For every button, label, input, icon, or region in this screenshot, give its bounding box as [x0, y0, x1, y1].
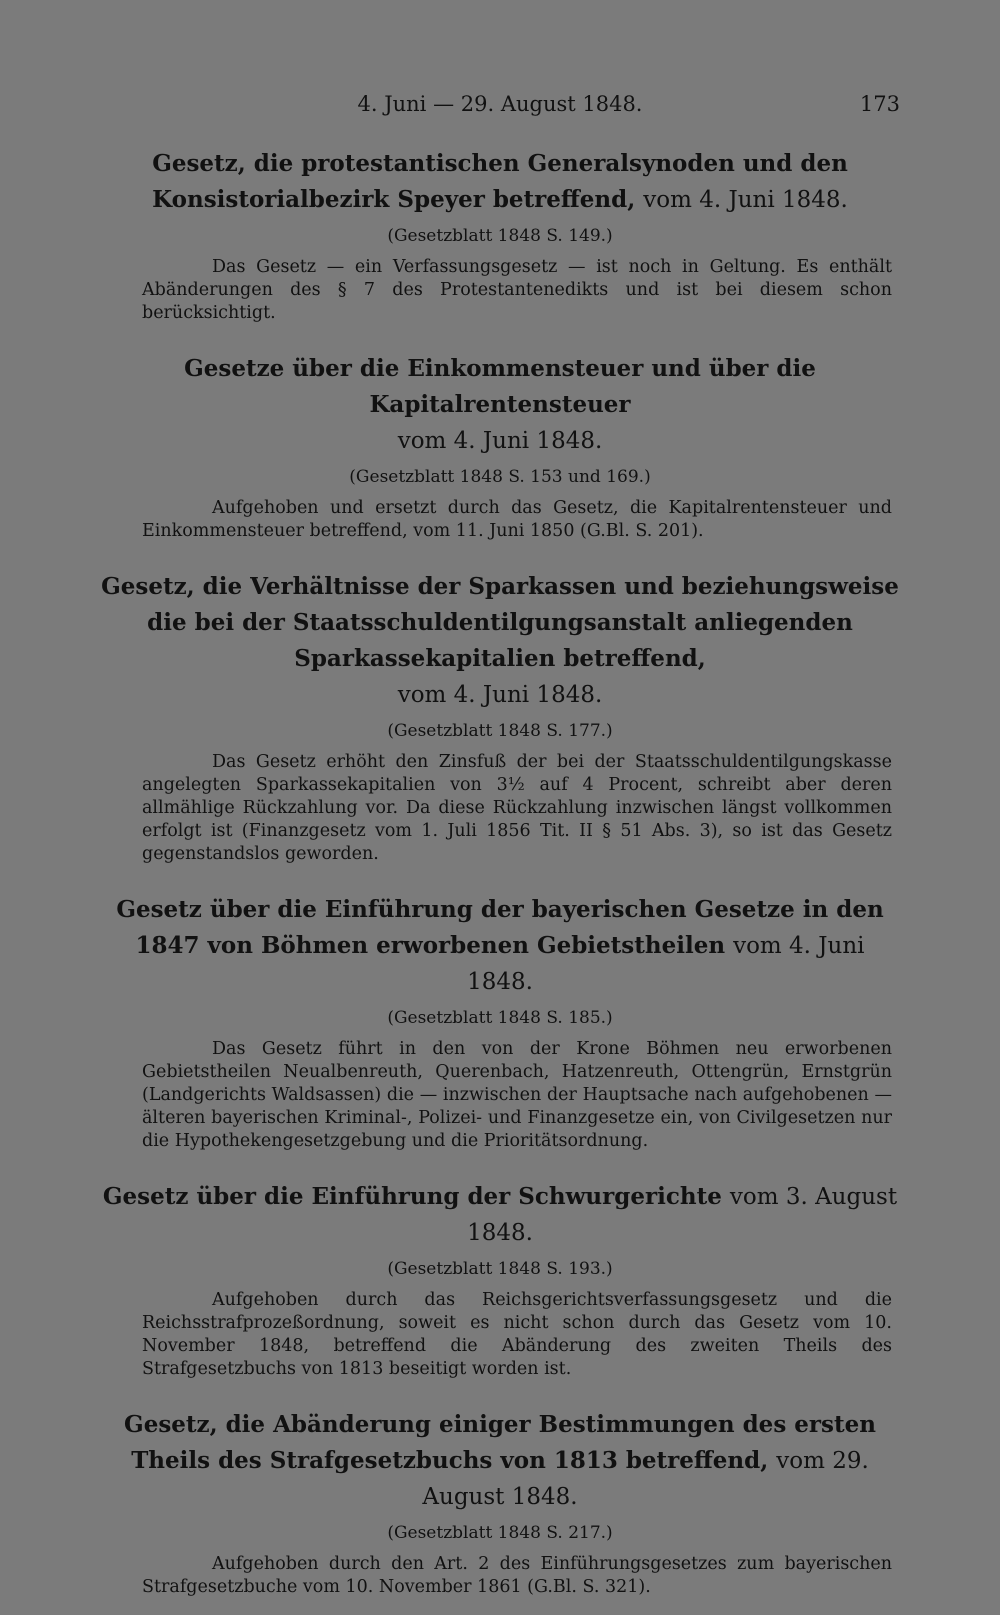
law-entry	[100, 1407, 900, 1599]
law-note: Aufgehoben und ersetzt durch das Gesetz, die Kapitalrentensteuer und Einkommensteuer betreffend, vom 11. Juni 1850 (G.Bl. S. 201).	[142, 498, 892, 541]
law-title-text: Gesetz über die Einführung der bayerischen Gesetze in den 1847 von Böhmen erworbenen Gebietstheilen	[116, 896, 884, 959]
law-title-text: Gesetz, die Verhältnisse der Sparkassen und beziehungsweise die bei der Staatsschuldentilgungsanstalt anliegenden Sparkassekapitalien betreffend,	[101, 573, 899, 672]
header-dates: 4. Juni — 29. August 1848.	[357, 92, 643, 116]
law-date: vom 4. Juni 1848.	[467, 933, 865, 995]
law-entry	[100, 146, 900, 325]
law-title	[100, 1407, 900, 1515]
law-title-text: Gesetz, die Abänderung einiger Bestimmungen des ersten Theils des Strafgesetzbuchs von 1813 betreffend,	[124, 1411, 876, 1474]
law-source: (Gesetzblatt 1848 S. 217.)	[387, 1523, 613, 1543]
law-title-text: Gesetze über die Einkommensteuer und über die Kapitalrentensteuer	[184, 355, 816, 418]
running-header	[100, 88, 900, 128]
law-note: Das Gesetz erhöht den Zinsfuß der bei der Staatsschuldentilgungskasse angelegten Sparkassekapitalien von 3½ auf 4 Procent, schreibt aber deren allmählige Rückzahlung vor. Da diese Rückzahlung inzwischen längst vollkommen erfolgt ist (Finanzgesetz vom 1. Juli 1856 Tit. II § 51 Abs. 3), so ist das Gesetz gegenstandslos geworden.	[142, 752, 892, 864]
law-title	[100, 146, 900, 218]
law-title	[100, 569, 900, 713]
law-date: vom 4. Juni 1848.	[397, 428, 603, 454]
law-entry	[100, 892, 900, 1153]
law-date: vom 4. Juni 1848.	[643, 187, 848, 213]
law-source: (Gesetzblatt 1848 S. 153 und 169.)	[349, 467, 651, 487]
law-entry	[100, 351, 900, 543]
law-entry	[100, 1179, 900, 1381]
law-title	[100, 1179, 900, 1251]
law-title-text: Gesetz, die protestantischen Generalsynoden und den Konsistorialbezirk Speyer betreffend,	[152, 150, 848, 213]
law-source: (Gesetzblatt 1848 S. 193.)	[387, 1259, 613, 1279]
law-title	[100, 351, 900, 459]
law-source: (Gesetzblatt 1848 S. 185.)	[387, 1008, 613, 1028]
law-title-text: Gesetz über die Einführung der Schwurgerichte	[102, 1183, 722, 1210]
law-source: (Gesetzblatt 1848 S. 149.)	[387, 226, 613, 246]
law-note: Aufgehoben durch den Art. 2 des Einführungsgesetzes zum bayerischen Strafgesetzbuche vom 10. November 1861 (G.Bl. S. 321).	[142, 1554, 892, 1597]
law-source: (Gesetzblatt 1848 S. 177.)	[387, 721, 613, 741]
law-note: Aufgehoben durch das Reichsgerichtsverfassungsgesetz und die Reichsstrafprozeßordnung, soweit es nicht schon durch das Gesetz vom 10. November 1848, betreffend die Abänderung des zweiten Theils des Strafgesetzbuchs von 1813 beseitigt worden ist.	[142, 1290, 892, 1379]
law-note: Das Gesetz — ein Verfassungsgesetz — ist noch in Geltung. Es enthält Abänderungen des § 7 des Protestantenedikts und ist bei diesem schon berücksichtigt.	[142, 257, 892, 323]
law-date: vom 4. Juni 1848.	[397, 682, 603, 708]
law-date: vom 29. August 1848.	[422, 1448, 869, 1510]
law-date: vom 3. August 1848.	[467, 1184, 898, 1246]
law-title	[100, 892, 900, 1000]
law-entry	[100, 569, 900, 866]
law-note: Das Gesetz führt in den von der Krone Böhmen neu erworbenen Gebietstheilen Neualbenreuth, Querenbach, Hatzenreuth, Ottengrün, Ernstgrün (Landgerichts Waldsassen) die — inzwischen der Hauptsache nach aufgehobenen — älteren bayerischen Kriminal-, Polizei- und Finanzgesetze ein, von Civilgesetzen nur die Hypothekengesetzgebung und die Prioritätsordnung.	[142, 1039, 892, 1151]
page-number: 173	[859, 92, 900, 116]
